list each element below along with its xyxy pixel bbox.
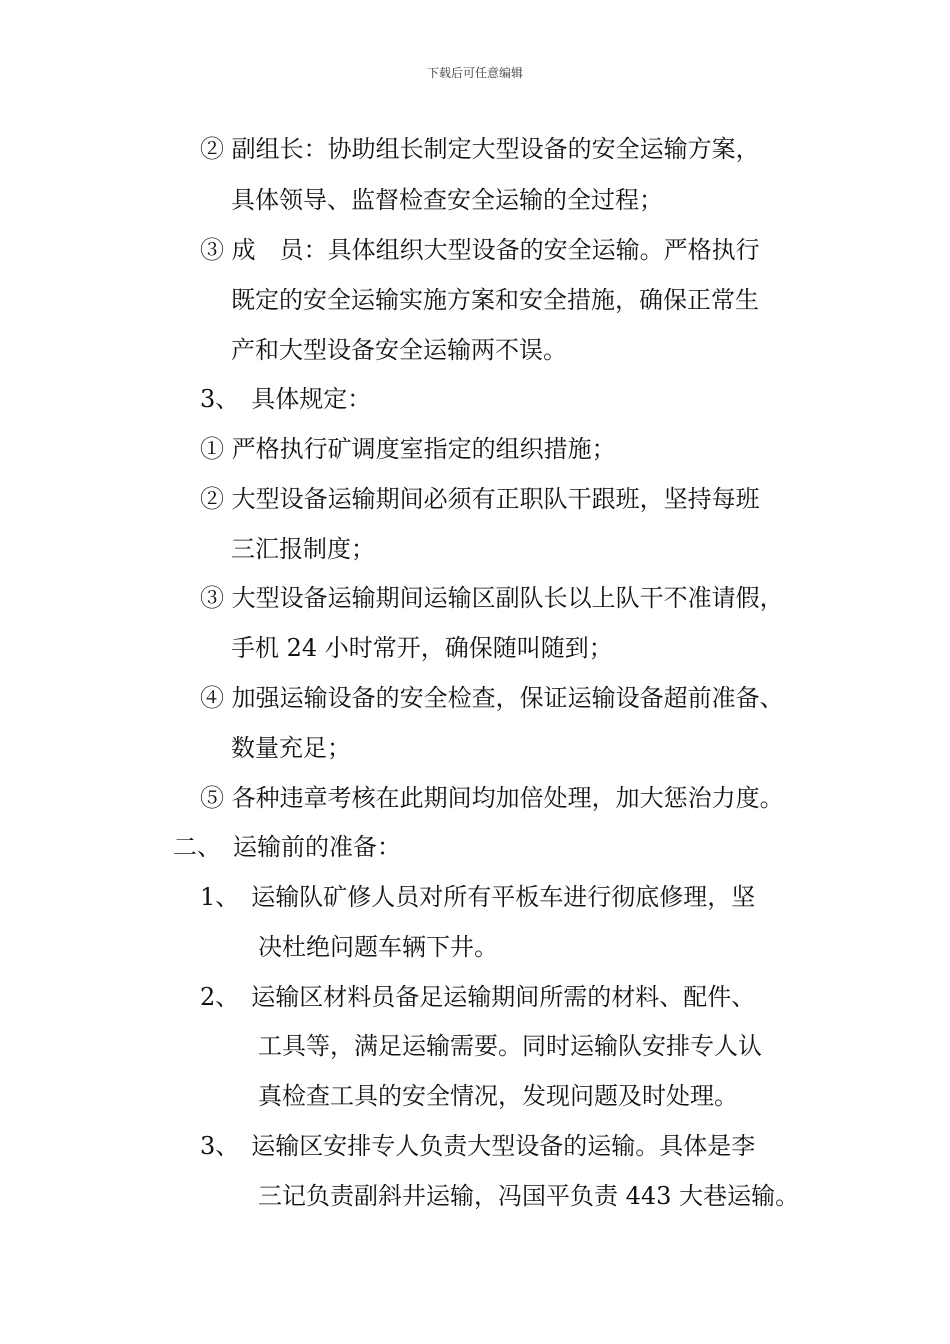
section-heading: 二、 运输前的准备： [173, 833, 401, 861]
text-line: 手机 24 小时常开，确保随叫随到； [231, 634, 613, 662]
page-header: 下载后可任意编辑 [426, 66, 523, 80]
text-line: 3、 运输区安排专人负责大型设备的运输。具体是李 [200, 1132, 756, 1160]
text-line: ④ 加强运输设备的安全检查，保证运输设备超前准备、 [200, 684, 784, 712]
text-line: 2、 运输区材料员备足运输期间所需的材料、配件、 [200, 983, 756, 1011]
text-line: 既定的安全运输实施方案和安全措施，确保正常生 [231, 286, 759, 314]
text-line: ② 副组长：协助组长制定大型设备的安全运输方案， [200, 135, 760, 163]
section-heading: 3、 具体规定： [200, 385, 372, 413]
text-line: ③ 大型设备运输期间运输区副队长以上队干不准请假， [200, 584, 784, 612]
text-line: ⑤ 各种违章考核在此期间均加倍处理，加大惩治力度。 [200, 784, 784, 812]
text-line: 真检查工具的安全情况，发现问题及时处理。 [258, 1082, 738, 1110]
text-line: ① 严格执行矿调度室指定的组织措施； [200, 435, 616, 463]
text-line: 工具等，满足运输需要。同时运输队安排专人认 [258, 1032, 762, 1060]
text-line: 决杜绝问题车辆下井。 [258, 933, 498, 961]
text-line: 产和大型设备安全运输两不误。 [231, 336, 567, 364]
text-line: 三汇报制度； [231, 535, 375, 563]
text-line: 具体领导、监督检查安全运输的全过程； [231, 186, 663, 214]
text-line: 三记负责副斜井运输，冯国平负责 443 大巷运输。 [258, 1182, 800, 1210]
text-line: ③ 成 员：具体组织大型设备的安全运输。严格执行 [200, 236, 760, 264]
text-line: ② 大型设备运输期间必须有正职队干跟班，坚持每班 [200, 485, 760, 513]
text-line: 1、 运输队矿修人员对所有平板车进行彻底修理，坚 [200, 883, 756, 911]
text-line: 数量充足； [231, 734, 351, 762]
